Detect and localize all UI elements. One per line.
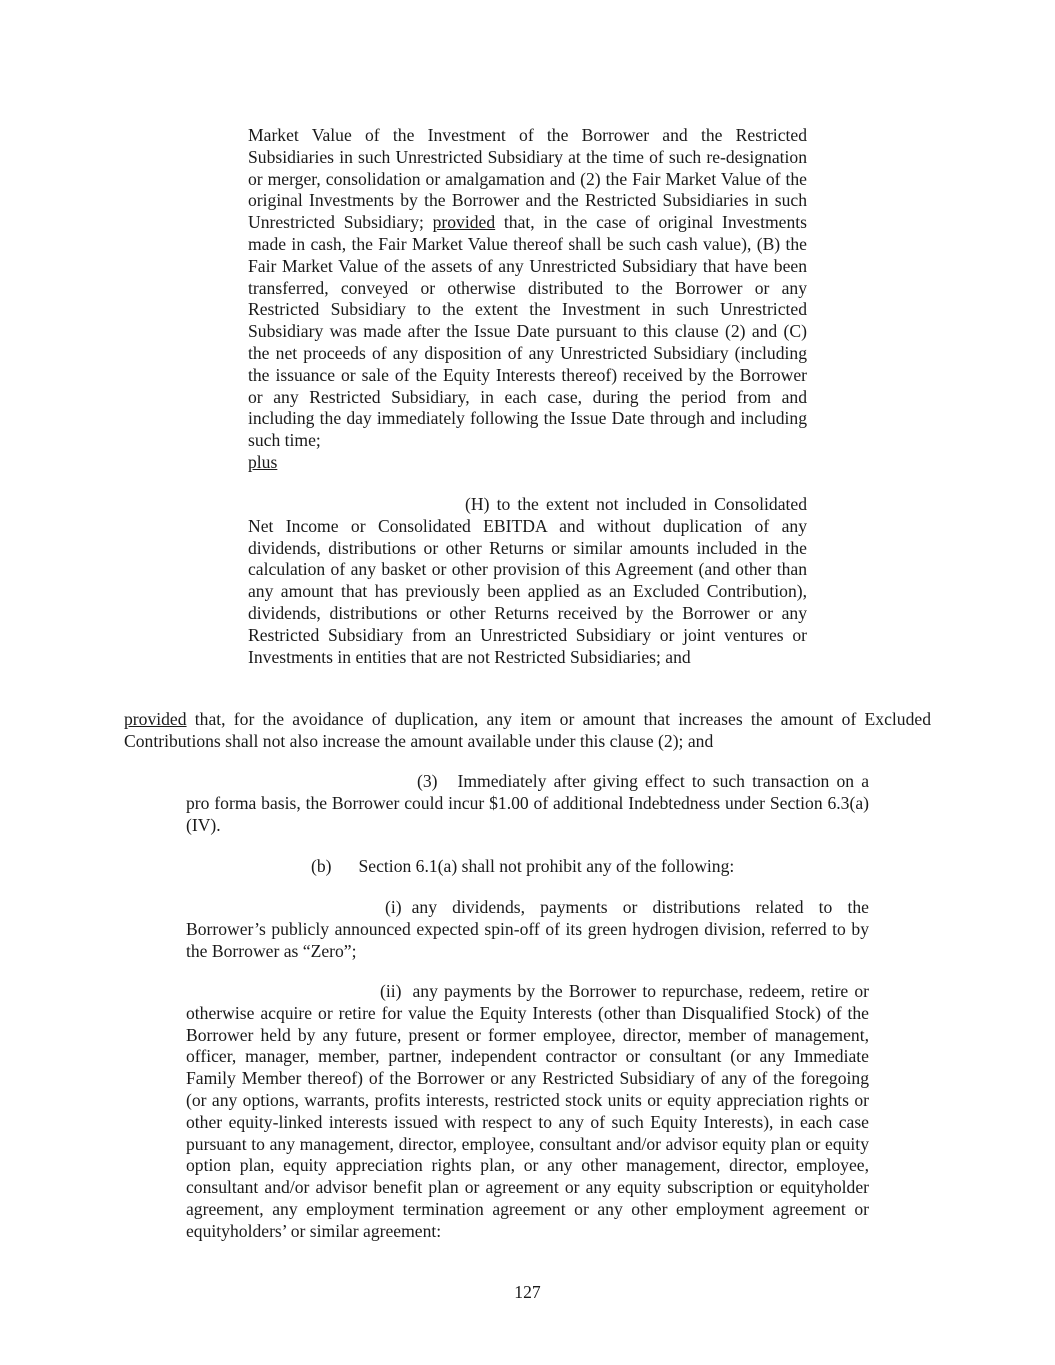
clause-text: any dividends, payments or distributions related to the Borrower’s publicly announced expected spin-off of its green hydrogen division, referred to by the Borrower as “Zero”; xyxy=(186,897,869,961)
clause-marker: (3) xyxy=(417,771,438,791)
continuation-paragraph xyxy=(248,125,807,474)
clause-ii xyxy=(186,981,869,1243)
clause-marker: (b) xyxy=(311,856,332,876)
paragraph-text: Market Value of the Investment of the Borrower and the Restricted Subsidiaries in such Unrestricted Subsidiary at the time of such re-designation or merger, consolidation or amalgamation and (2) the Fair Market Value of the original Investments by the Borrower and the Restricted Subsidiaries in such Unrestricted Subsidiary; xyxy=(248,125,807,233)
clause-text: any payments by the Borrower to repurchase, redeem, retire or otherwise acquire or retire for value the Equity Interests (other than Disqualified Stock) of the Borrower held by any future, present or former employee, director, member of management, officer, manager, member, partner, independent contractor or consultant (or any Immediate Family Member thereof) of the Borrower or any Restricted Subsidiary of any of the foregoing (or any options, warrants, profits interests, restricted stock units or equity appreciation rights or other equity-linked interests issued with respect to any of such Equity Interests), in each case pursuant to any management, director, employee, consultant and/or advisor equity plan or equity option plan, equity appreciation rights plan, or any other management, director, employee, consultant and/or advisor benefit plan or agreement or any equity subscription or equityholder agreement, any employment termination agreement or any other employment agreement or equityholders’ or similar agreement: xyxy=(186,981,869,1241)
clause-3 xyxy=(186,771,869,836)
clause-marker: (H) xyxy=(465,494,490,514)
page-number: 127 xyxy=(514,1282,541,1302)
clause-text: to the extent not included in Consolidated Net Income or Consolidated EBITDA and without duplication of any dividends, distributions or other Returns or similar amounts included in the calculation of any basket or other provision of this Agreement (and other than any amount that has previously been applied as an Excluded Contribution), dividends, distributions or other Returns received by the Borrower or any Restricted Subsidiary from an Unrestricted Subsidiary or joint ventures or Investments in entities that are not Restricted Subsidiaries; and xyxy=(248,494,808,667)
plus-term: plus xyxy=(248,451,278,472)
provided-term: provided xyxy=(124,709,187,729)
clause-marker: (i) xyxy=(385,897,402,917)
clause-i xyxy=(186,897,869,962)
clause-marker: (ii) xyxy=(380,981,402,1001)
paragraph-text: that, in the case of original Investments made in cash, the Fair Market Value thereof shall be such cash value), (B) the Fair Market Value of the assets of any Unrestricted Subsidiary that have been transferred, conveyed or otherwise distributed to the Borrower or any Restricted Subsidiary to the extent the Investment in such Unrestricted Subsidiary was made after the Issue Date pursuant to this clause (2) and (C) the net proceeds of any disposition of any Unrestricted Subsidiary (including the issuance or sale of the Equity Interests thereof) received by the Borrower or any Restricted Subsidiary, in each case, during the period from and including the day immediately following the Issue Date through and including such time; xyxy=(248,212,807,451)
proviso-text: that, for the avoidance of duplication, any item or amount that increases the amount of Excluded Contributions shall not also increase the amount available under this clause (2); and xyxy=(124,709,931,751)
provided-term: provided xyxy=(432,212,496,233)
clause-text: Immediately after giving effect to such transaction on a pro forma basis, the Borrower could incur $1.00 of additional Indebtedness under Section 6.3(a)(IV). xyxy=(186,771,869,835)
proviso-paragraph xyxy=(124,709,931,753)
clause-text: Section 6.1(a) shall not prohibit any of the following: xyxy=(358,856,735,876)
clause-b xyxy=(186,856,869,878)
clause-h xyxy=(248,494,807,668)
